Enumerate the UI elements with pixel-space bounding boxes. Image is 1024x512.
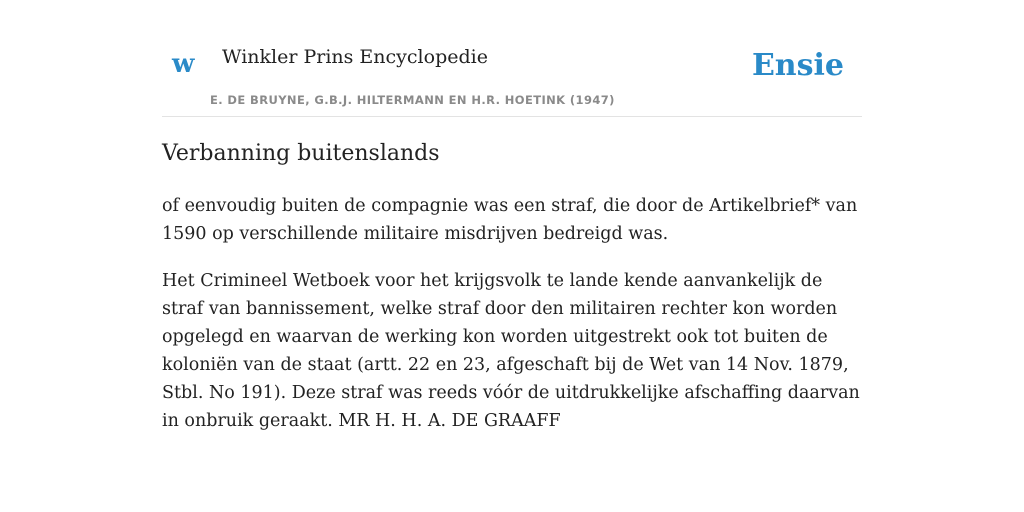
source-authors: E. DE BRUYNE, G.B.J. HILTERMANN EN H.R. HOETINK (1947)	[210, 93, 615, 107]
source-title[interactable]: Winkler Prins Encyclopedie	[222, 46, 488, 68]
article-paragraph: of eenvoudig buiten de compagnie was een straf, die door de Artikelbrief* van 1590 op verschillende militaire misdrijven bedreigd was.	[162, 196, 858, 244]
header	[162, 0, 862, 117]
article-title: Verbanning buitenslands	[162, 141, 440, 166]
source-logo-icon: w	[172, 49, 195, 79]
article	[162, 138, 862, 435]
article-paragraph: Het Crimineel Wetboek voor het krijgsvolk te lande kende aanvankelijk de straf van bannissement, welke straf door den militairen rechter kon worden opgelegd en waarvan de werking kon worden uitgestrekt ook tot buiten de koloniën van de staat (artt. 22 en 23, afgeschaft bij de Wet van 14 Nov. 1879, Stbl. No 191). Deze straf was reeds vóór de uitdrukkelijke afschaffing daarvan in onbruik geraakt. MR H. H. A. DE GRAAFF	[162, 271, 860, 431]
brand-logo[interactable]: Ensie	[751, 48, 844, 83]
